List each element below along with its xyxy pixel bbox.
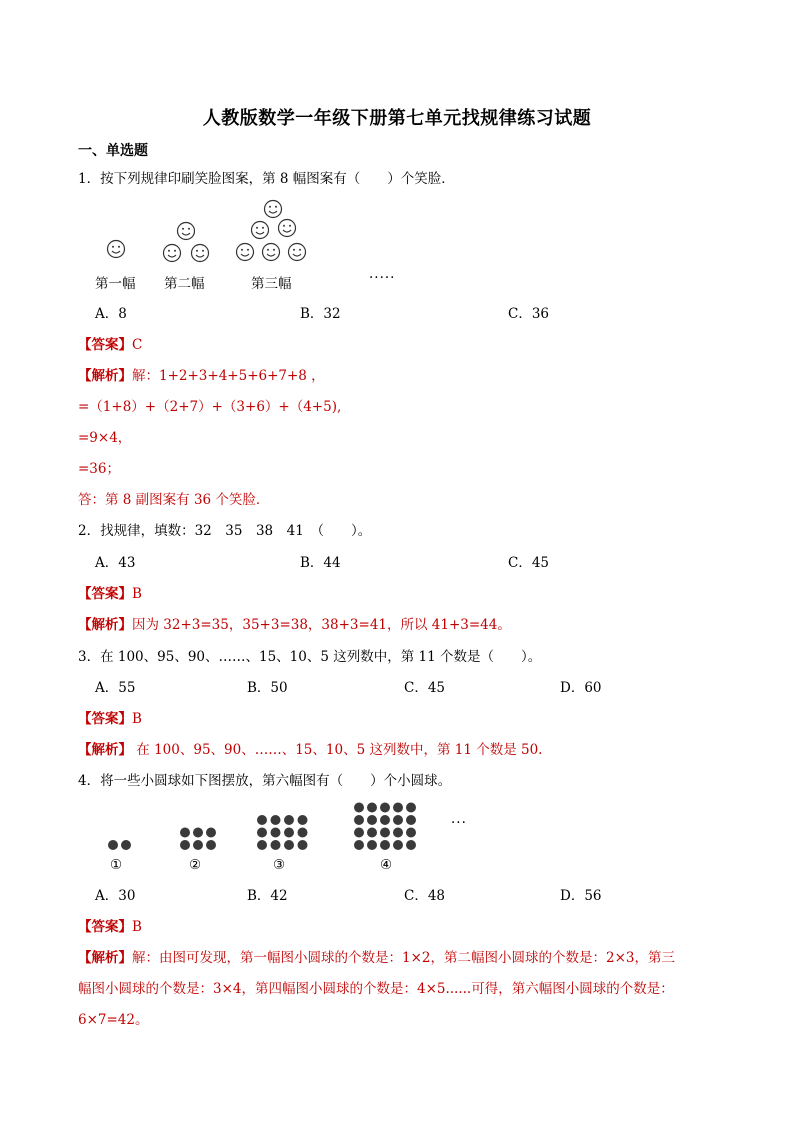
q1-ellipsis: ····· xyxy=(369,270,396,286)
analysis-tag: 【解析】 xyxy=(78,368,132,384)
q2-answer-value: B xyxy=(132,586,142,602)
analysis-tag: 【解析】 xyxy=(78,950,132,966)
q1-fig-label: 第三幅 xyxy=(251,276,292,292)
ball-dot xyxy=(257,840,267,850)
q1-answer xyxy=(78,333,142,353)
ball-dot xyxy=(354,803,364,813)
ball-dot xyxy=(393,803,403,813)
ball-dot xyxy=(393,815,403,825)
smiley-icon xyxy=(237,244,254,261)
q3-answer-value: B xyxy=(132,711,142,727)
q4-ellipsis: ··· xyxy=(451,815,467,831)
q1-smiley-figure xyxy=(90,195,420,267)
q1-analysis-line: 答：第 8 副图案有 36 个笑脸． xyxy=(78,492,270,508)
q2-option-a: A．43 xyxy=(95,555,136,571)
ball-dot xyxy=(206,840,216,850)
q3-option-d: D．60 xyxy=(560,680,602,696)
ball-dot xyxy=(393,828,403,838)
q4-option-d: D．56 xyxy=(560,888,602,904)
q4-fig-label: ④ xyxy=(380,857,393,873)
ball-dot xyxy=(406,828,416,838)
ball-dot xyxy=(380,840,390,850)
q2-analysis xyxy=(78,613,511,633)
q1-option-a: A．8 xyxy=(95,306,127,322)
answer-tag: 【答案】 xyxy=(78,586,132,602)
ball-dot xyxy=(257,828,267,838)
ball-dot xyxy=(367,828,377,838)
answer-tag: 【答案】 xyxy=(78,919,132,935)
q1-fig-label: 第二幅 xyxy=(164,276,205,292)
ball-dot xyxy=(271,828,281,838)
q4-answer-value: B xyxy=(132,919,142,935)
q1-answer-value: C xyxy=(132,337,143,353)
q1-analysis-line: =9×4， xyxy=(78,430,132,446)
ball-dot xyxy=(108,840,118,850)
smiley-icon xyxy=(252,222,269,239)
ball-dot xyxy=(367,803,377,813)
ball-dot xyxy=(257,815,267,825)
q1-option-c: C．36 xyxy=(508,306,550,322)
q4-ball-figure xyxy=(100,795,480,857)
q4-analysis-line: 6×7=42。 xyxy=(78,1012,149,1028)
q1-analysis-line: =36； xyxy=(78,461,120,477)
ball-dot xyxy=(367,815,377,825)
ball-dot xyxy=(354,815,364,825)
ball-dot xyxy=(354,828,364,838)
q4-option-b: B．42 xyxy=(247,888,288,904)
smiley-icon xyxy=(289,244,306,261)
ball-dot xyxy=(180,840,190,850)
q1-fig-label: 第一幅 xyxy=(95,276,136,292)
q3-analysis-text: 在 100、95、90、……、15、10、5 这列数中，第 11 个数是 50. xyxy=(132,742,543,758)
ball-dot xyxy=(380,815,390,825)
q4-analysis-line xyxy=(78,946,675,966)
q4-analysis-line: 幅图小圆球的个数是：3×4，第四幅图小圆球的个数是：4×5......可得，第六幅图小圆球的个数是： xyxy=(78,981,674,997)
smiley-icon xyxy=(263,244,280,261)
ball-dot xyxy=(393,840,403,850)
q1-stem: 1．按下列规律印刷笑脸图案，第 8 幅图案有（ ）个笑脸． xyxy=(78,171,455,187)
smiley-icon xyxy=(265,201,282,218)
ball-dot xyxy=(180,828,190,838)
q4-option-c: C．48 xyxy=(404,888,446,904)
ball-dot xyxy=(406,840,416,850)
q4-stem: 4．将一些小圆球如下图摆放，第六幅图有（ ）个小圆球。 xyxy=(78,773,452,789)
q1-option-b: B．32 xyxy=(300,306,341,322)
ball-dot xyxy=(284,828,294,838)
q4-fig-label: ① xyxy=(110,857,123,873)
q3-option-a: A．55 xyxy=(95,680,136,696)
q3-analysis xyxy=(78,738,542,758)
q4-fig-label: ③ xyxy=(273,857,286,873)
q4-analysis-text: 解：由图可发现，第一幅图小圆球的个数是：1×2，第二幅图小圆球的个数是：2×3，第三 xyxy=(132,950,675,966)
ball-dot xyxy=(271,815,281,825)
q2-answer xyxy=(78,582,142,602)
ball-dot xyxy=(284,815,294,825)
smiley-icon xyxy=(164,245,181,262)
ball-dot xyxy=(193,840,203,850)
ball-dot xyxy=(380,803,390,813)
page-title: 人教版数学一年级下册第七单元找规律练习试题 xyxy=(202,108,592,129)
analysis-tag: 【解析】 xyxy=(78,742,132,758)
q2-stem: 2．找规律，填数：32 35 38 41 （ ）。 xyxy=(78,523,372,539)
q1-analysis-text: 解：1+2+3+4+5+6+7+8 ， xyxy=(132,368,325,384)
smiley-icon xyxy=(178,223,195,240)
q1-analysis-line xyxy=(78,364,325,384)
ball-dot xyxy=(406,803,416,813)
ball-dot xyxy=(121,840,131,850)
smiley-icon xyxy=(108,241,125,258)
ball-dot xyxy=(380,828,390,838)
q3-answer xyxy=(78,707,142,727)
ball-dot xyxy=(193,828,203,838)
q3-option-c: C．45 xyxy=(404,680,446,696)
answer-tag: 【答案】 xyxy=(78,711,132,727)
section-heading: 一、单选题 xyxy=(78,143,148,159)
q4-option-a: A．30 xyxy=(95,888,136,904)
ball-dot xyxy=(271,840,281,850)
ball-dot xyxy=(298,840,308,850)
ball-dot xyxy=(298,828,308,838)
ball-dot xyxy=(367,840,377,850)
q4-fig-label: ② xyxy=(189,857,202,873)
q2-option-c: C．45 xyxy=(508,555,550,571)
q2-analysis-text: 因为 32+3=35，35+3=38，38+3=41，所以 41+3=44。 xyxy=(132,617,511,633)
ball-dot xyxy=(206,828,216,838)
analysis-tag: 【解析】 xyxy=(78,617,132,633)
ball-dot xyxy=(354,840,364,850)
answer-tag: 【答案】 xyxy=(78,337,132,353)
q2-option-b: B．44 xyxy=(300,555,341,571)
q3-option-b: B．50 xyxy=(247,680,288,696)
q3-stem: 3．在 100、95、90、……、15、10、5 这列数中，第 11 个数是（ ）。 xyxy=(78,649,542,665)
q4-answer xyxy=(78,915,142,935)
ball-dot xyxy=(284,840,294,850)
ball-dot xyxy=(406,815,416,825)
smiley-icon xyxy=(192,245,209,262)
smiley-icon xyxy=(279,220,296,237)
ball-dot xyxy=(298,815,308,825)
q1-analysis-line: =（1+8）+（2+7）+（3+6）+（4+5), xyxy=(78,399,342,415)
